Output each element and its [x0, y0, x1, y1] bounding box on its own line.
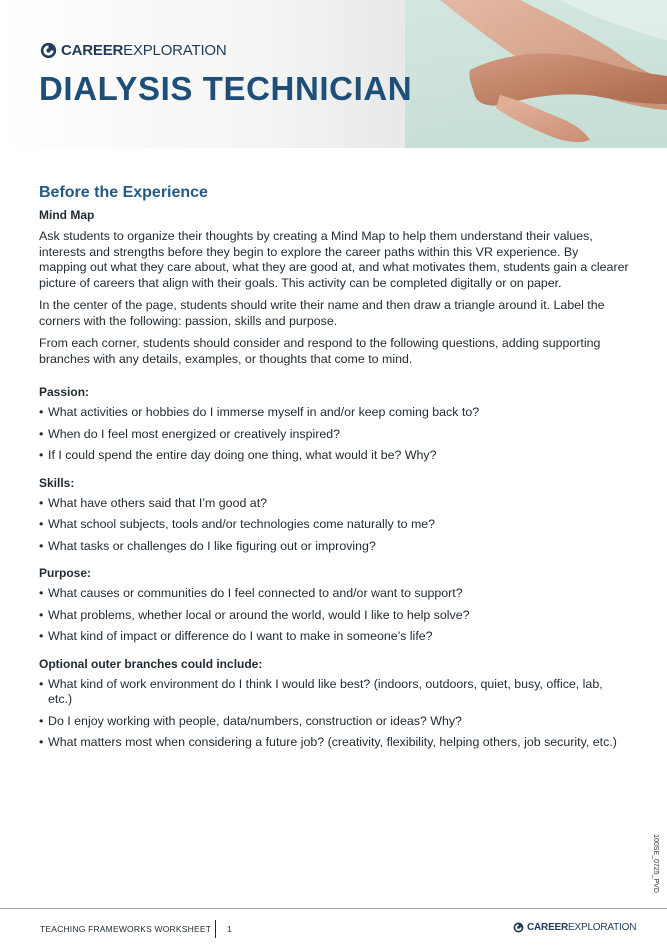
group-title-passion: Passion: — [39, 385, 90, 399]
activity-subtitle: Mind Map — [39, 208, 95, 222]
intro-paragraph: Ask students to organize their thoughts by creating a Mind Map to help them understand their values, interests and strengths before they begin to explore the career paths within this VR experience. By mapping out what they care about, what they are good at, and what motivates them, students gain a clearer picture of careers that align with their goals. This activity can be completed digitally or on paper. — [39, 229, 629, 290]
compass-logo-icon — [513, 922, 524, 933]
brand-name: CAREEREXPLORATION — [61, 41, 227, 59]
group-title-purpose: Purpose: — [39, 566, 92, 580]
brand-logo — [40, 40, 227, 60]
list-passion — [39, 405, 629, 464]
list-item: • When do I feel most energized or creatively inspired? — [39, 427, 629, 443]
compass-logo-icon — [40, 42, 57, 59]
list-item: • Do I enjoy working with people, data/numbers, construction or ideas? Why? — [39, 714, 629, 730]
page-title: DIALYSIS TECHNICIAN — [39, 70, 413, 107]
header-banner — [0, 0, 667, 148]
list-item: • What kind of work environment do I think I would like best? (indoors, outdoors, quiet, busy, office, lab, etc.) — [39, 677, 629, 708]
list-skills — [39, 496, 629, 555]
list-item: • What problems, whether local or around the world, would I like to help solve? — [39, 608, 629, 624]
list-item: • What activities or hobbies do I immerse myself in and/or keep coming back to? — [39, 405, 629, 421]
list-item: • What matters most when considering a future job? (creativity, flexibility, helping others, job security, etc.) — [39, 735, 629, 751]
list-purpose — [39, 586, 629, 645]
document-code: 100SE_0725_PVD — [651, 834, 659, 893]
instructions-paragraph: In the center of the page, students should write their name and then draw a triangle around it. Label the corners with the following: passion, skills and purpose. — [39, 298, 605, 328]
list-item: • What school subjects, tools and/or technologies come naturally to me? — [39, 517, 629, 533]
footer-brand-logo — [513, 922, 636, 933]
list-item: • If I could spend the entire day doing one thing, what would it be? Why? — [39, 448, 629, 464]
group-title-skills: Skills: — [39, 475, 75, 490]
list-optional — [39, 677, 629, 751]
list-item: • What tasks or challenges do I like figuring out or improving? — [39, 539, 629, 555]
footer-separator — [215, 920, 216, 938]
list-item: • What kind of impact or difference do I want to make in someone’s life? — [39, 629, 629, 645]
list-item: • What causes or communities do I feel connected to and/or want to support? — [39, 586, 629, 602]
footer-brand-name: CAREEREXPLORATION — [527, 922, 637, 933]
section-title: Before the Experience — [39, 184, 208, 201]
list-item: • What have others said that I’m good at? — [39, 496, 629, 512]
corners-paragraph: From each corner, students should consider and respond to the following questions, adding supporting branches with any details, examples, or thoughts that come to mind. — [39, 336, 601, 366]
footer-divider — [0, 908, 667, 909]
group-title-optional: Optional outer branches could include: — [39, 656, 263, 671]
footer-label: TEACHING FRAMEWORKS WORKSHEET — [40, 924, 212, 934]
worksheet-content — [39, 184, 629, 757]
page-number: 1 — [227, 924, 232, 934]
